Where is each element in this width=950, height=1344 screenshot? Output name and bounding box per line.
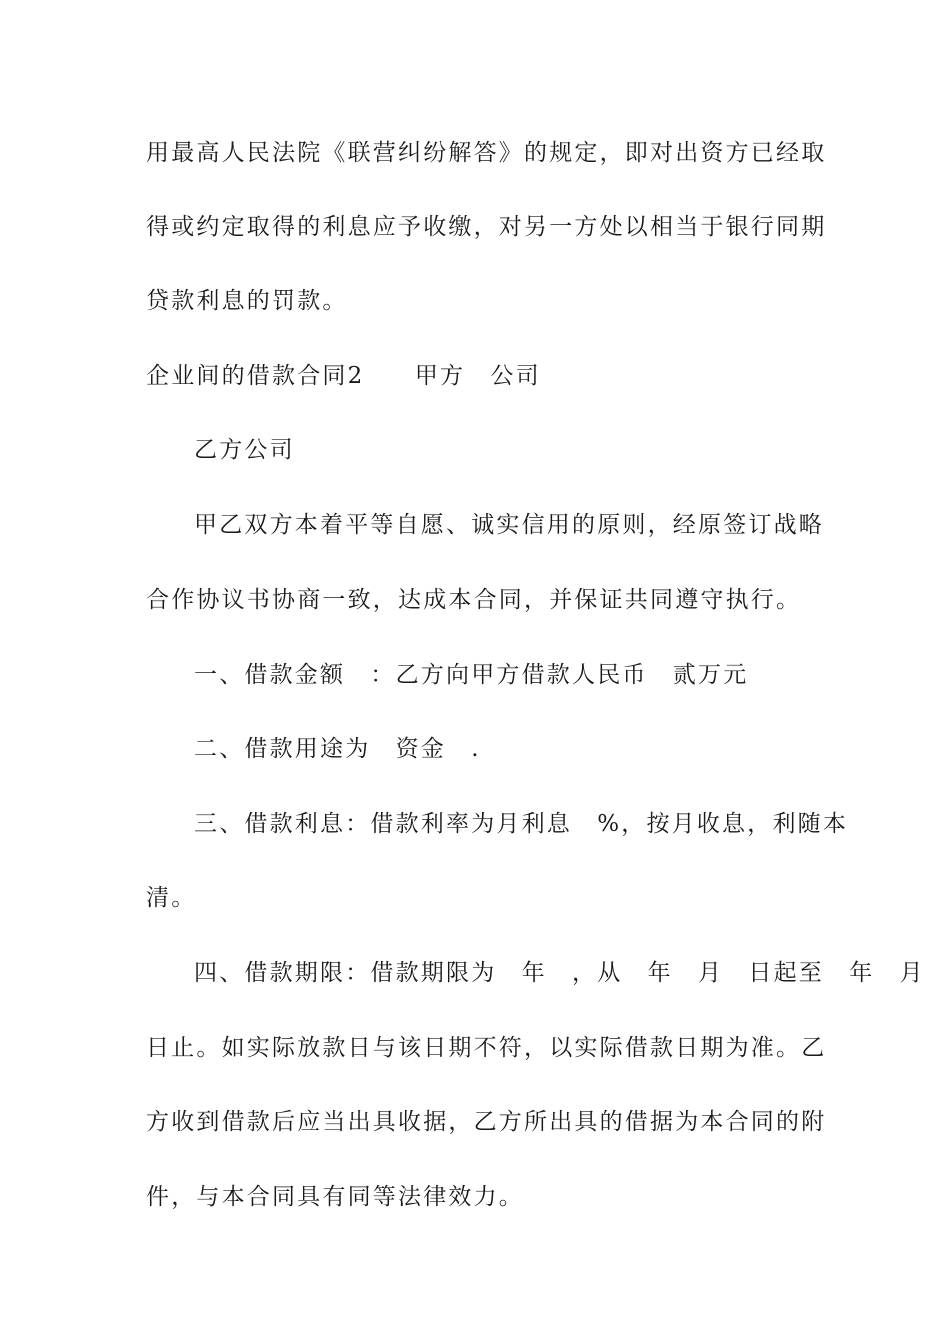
text-line-2: 得或约定取得的利息应予收缴，对另一方处以相当于银行同期 xyxy=(146,214,827,240)
clause-1-amount: 一、借款金额 ：乙方向甲方借款人民币 贰万元 xyxy=(194,662,749,688)
party-b-line: 乙方公司 xyxy=(194,437,295,463)
text-line-11: 清。 xyxy=(146,885,197,911)
text-line-13: 日止。如实际放款日与该日期不符，以实际借款日期为准。乙 xyxy=(146,1035,827,1061)
clause-2-purpose: 二、借款用途为 资金 . xyxy=(194,736,481,762)
clause-3-interest: 三、借款利息：借款利率为月利息 %，按月收息，利随本 xyxy=(194,811,849,837)
text-line-14: 方收到借款后应当出具收据，乙方所出具的借据为本合同的附 xyxy=(146,1109,827,1135)
text-line-1: 用最高人民法院《联营纠纷解答》的规定，即对出资方已经取 xyxy=(146,140,827,166)
text-line-3: 贷款利息的罚款。 xyxy=(146,288,348,314)
text-line-15: 件，与本合同具有同等法律效力。 xyxy=(146,1184,524,1210)
clause-4-term: 四、借款期限：借款期限为 年 ，从 年 月 日起至 年 月 xyxy=(194,960,925,986)
contract-title-line: 企业间的借款合同2 甲方 公司 xyxy=(146,363,541,389)
text-line-6: 甲乙双方本着平等自愿、诚实信用的原则，经原签订战略 xyxy=(194,512,824,538)
text-line-7: 合作协议书协商一致，达成本合同，并保证共同遵守执行。 xyxy=(146,587,802,613)
